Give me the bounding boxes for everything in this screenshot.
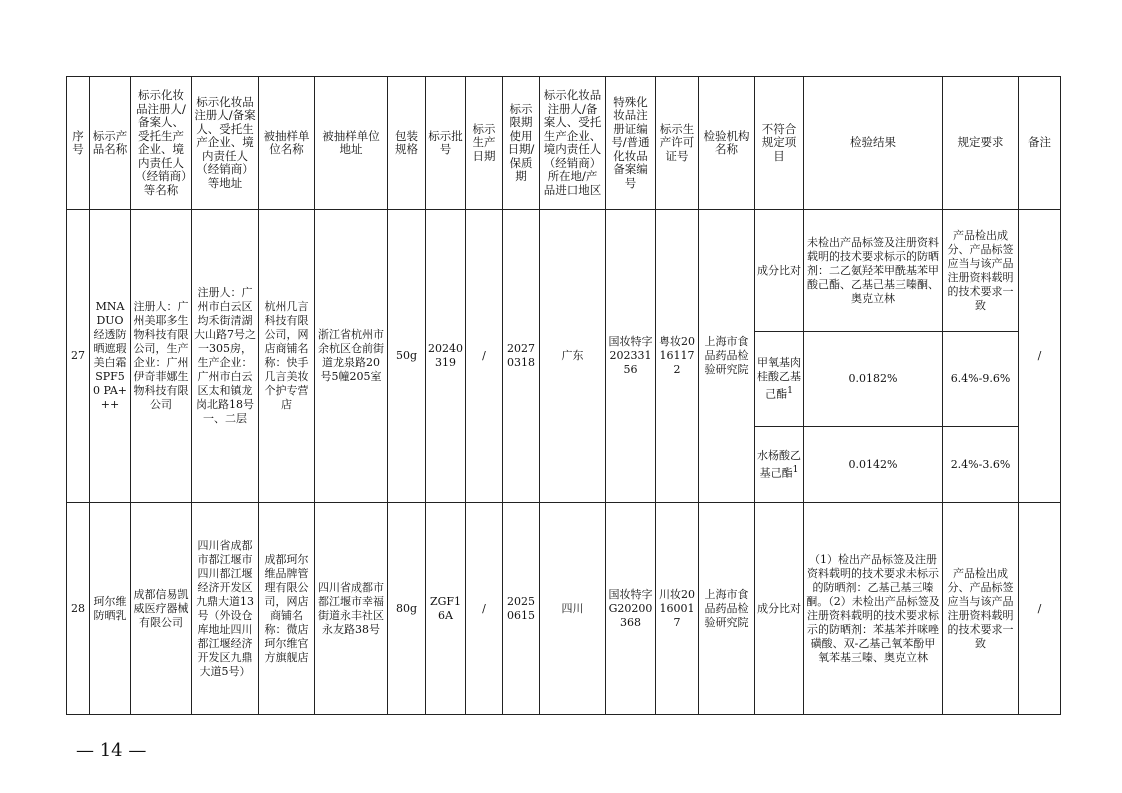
header-cell: 标示化妆品注册人/备案人、受托生产企业、境内责任人（经销商）所在地/产品进口地区 <box>540 77 606 210</box>
header-cell: 被抽样单位名称 <box>259 77 315 210</box>
header-cell: 标示批号 <box>426 77 466 210</box>
production-date: / <box>466 503 503 715</box>
test-result: （1）检出产品标签及注册资料载明的技术要求未标示的防晒剂：乙基己基三嗪酮。（2）未检出产品标签及注册资料载明的技术要求标示的防晒剂：苯基苯并咪唑磺酸、双-乙基己氧苯酚甲氧苯基三嗪、奥克立林 <box>804 503 943 715</box>
remark: / <box>1019 210 1061 503</box>
header-row <box>67 77 1061 210</box>
product-name: MNA DUO经透防晒遮瑕美白霜SPF50 PA+++ <box>90 210 131 503</box>
requirement: 产品检出成分、产品标签应当与该产品注册资料载明的技术要求一致 <box>943 210 1019 332</box>
product-name: 珂尔维防晒乳 <box>90 503 131 715</box>
header-cell: 检验结果 <box>804 77 943 210</box>
sampled-address: 四川省成都市都江堰市幸福街道永丰社区永友路38号 <box>315 503 388 715</box>
sampled-address: 浙江省杭州市余杭区仓前街道龙泉路20号5幢205室 <box>315 210 388 503</box>
batch-number: 20240319 <box>426 210 466 503</box>
row-number: 27 <box>67 210 90 503</box>
table-row <box>67 210 1061 332</box>
company-address: 注册人：广州市白云区均禾街清湖大山路7号之一305房，生产企业：广州市白云区太和镇龙岗北路18号一、二层 <box>192 210 259 503</box>
package-spec: 50g <box>388 210 426 503</box>
sampled-unit: 杭州几言科技有限公司，网店商铺名称：快手几言美妆个护专营店 <box>259 210 315 503</box>
header-cell: 标示生产日期 <box>466 77 503 210</box>
region: 广东 <box>540 210 606 503</box>
sampled-unit: 成都珂尔维品牌管理有限公司，网店商铺名称：微店珂尔维官方旗舰店 <box>259 503 315 715</box>
header-cell: 被抽样单位地址 <box>315 77 388 210</box>
header-cell: 不符合规定项目 <box>755 77 804 210</box>
package-spec: 80g <box>388 503 426 715</box>
remark: / <box>1019 503 1061 715</box>
inspection-agency: 上海市食品药品检验研究院 <box>699 503 755 715</box>
header-cell: 序号 <box>67 77 90 210</box>
requirement: 6.4%-9.6% <box>943 332 1019 427</box>
header-cell: 备注 <box>1019 77 1061 210</box>
header-cell: 标示化妆品注册人/备案人、受托生产企业、境内责任人（经销商）等地址 <box>192 77 259 210</box>
test-result: 0.0142% <box>804 427 943 503</box>
inspection-agency: 上海市食品药品检验研究院 <box>699 210 755 503</box>
header-cell: 规定要求 <box>943 77 1019 210</box>
header-cell: 包装规格 <box>388 77 426 210</box>
expiry-date: 20270318 <box>503 210 540 503</box>
page-number: — 14 — <box>76 740 147 761</box>
header-cell: 标示限期使用日期/保质期 <box>503 77 540 210</box>
test-result: 0.0182% <box>804 332 943 427</box>
expiry-date: 20250615 <box>503 503 540 715</box>
license-number: 粤妆20161172 <box>656 210 699 503</box>
table-row <box>67 503 1061 715</box>
license-number: 川妆20160017 <box>656 503 699 715</box>
registration-number: 国妆特字G20200368 <box>606 503 656 715</box>
company-name: 成都信易凯威医疗器械有限公司 <box>131 503 192 715</box>
header-cell: 检验机构名称 <box>699 77 755 210</box>
nonconforming-item: 成分比对 <box>755 503 804 715</box>
nonconforming-item: 成分比对 <box>755 210 804 332</box>
footnote-mark: 1 <box>792 463 799 475</box>
batch-number: ZGF16A <box>426 503 466 715</box>
header-cell: 标示生产许可证号 <box>656 77 699 210</box>
company-name: 注册人：广州美耶多生物科技有限公司，生产企业：广州伊奇菲娜生物科技有限公司 <box>131 210 192 503</box>
header-cell: 标示产品名称 <box>90 77 131 210</box>
test-result: 未检出产品标签及注册资料载明的技术要求标示的防晒剂：二乙氨羟苯甲酰基苯甲酸己酯、乙基己基三嗪酮、奥克立林 <box>804 210 943 332</box>
registration-number: 国妆特字20233156 <box>606 210 656 503</box>
footnote-mark: 1 <box>787 385 793 397</box>
header-cell: 标示化妆品注册人/备案人、受托生产企业、境内责任人（经销商）等名称 <box>131 77 192 210</box>
company-address: 四川省成都市都江堰市四川都江堰经济开发区九鼎大道13号（外设仓库地址四川都江堰经济开发区九鼎大道5号） <box>192 503 259 715</box>
item-label: 水杨酸乙基己酯 <box>757 448 801 480</box>
item-label: 甲氧基肉桂酸乙基己酯 <box>757 356 801 401</box>
region: 四川 <box>540 503 606 715</box>
nonconforming-item <box>755 427 804 503</box>
nonconforming-item <box>755 332 804 427</box>
requirement: 产品检出成分、产品标签应当与该产品注册资料载明的技术要求一致 <box>943 503 1019 715</box>
header-cell: 特殊化妆品注册证编号/普通化妆品备案编号 <box>606 77 656 210</box>
requirement: 2.4%-3.6% <box>943 427 1019 503</box>
inspection-table <box>66 76 1061 715</box>
production-date: / <box>466 210 503 503</box>
row-number: 28 <box>67 503 90 715</box>
